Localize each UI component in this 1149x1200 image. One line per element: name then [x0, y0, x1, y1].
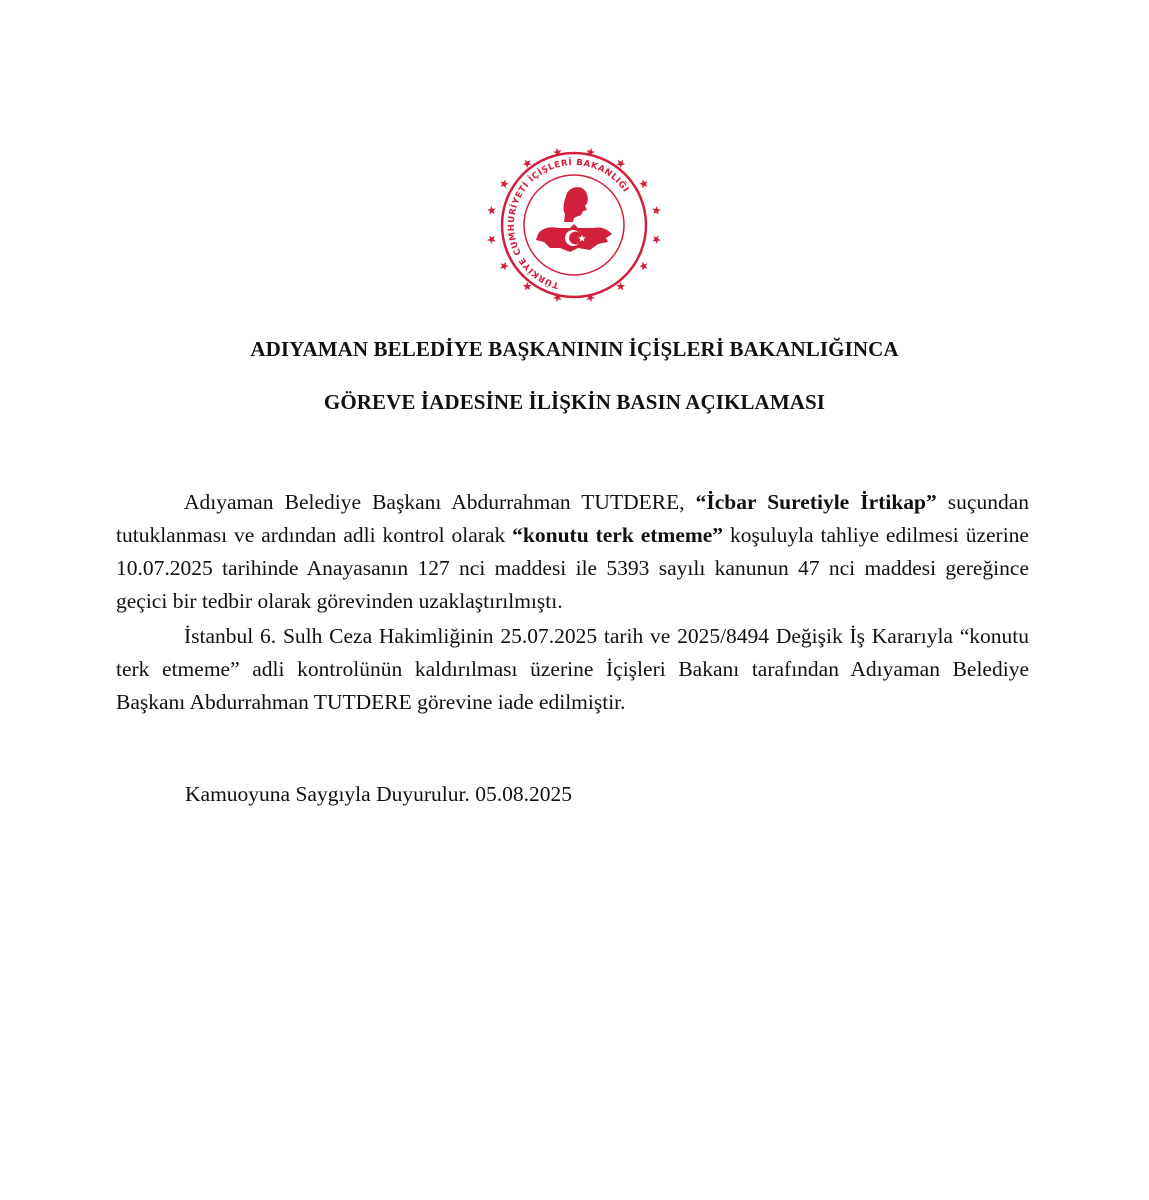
seal-star-icon: [487, 206, 496, 215]
svg-text:TÜRKİYE CUMHURİYETİ İÇİŞLERİ B: [507, 157, 631, 290]
seal-star-icon: [639, 262, 647, 271]
seal-star-icon: [487, 235, 496, 244]
paragraph-1-bold-condition: “konutu terk etmeme”: [512, 523, 724, 547]
closing-line: Kamuoyuna Saygıyla Duyurulur. 05.08.2025: [185, 782, 572, 806]
seal-ring-text: TÜRKİYE CUMHURİYETİ İÇİŞLERİ BAKANLIĞI: [506, 157, 631, 290]
ministry-seal: [478, 148, 670, 302]
seal-star-icon: [652, 206, 661, 215]
page-title-line-1: ADIYAMAN BELEDİYE BAŞKANININ İÇİŞLERİ BAKANLIĞINCA: [250, 337, 899, 361]
page-title-line-2: GÖREVE İADESİNE İLİŞKİN BASIN AÇIKLAMASI: [323, 390, 826, 414]
ministry-seal-emblem: [478, 148, 670, 302]
paragraph-1-text-c: koşuluyla tahliye edilmesi üzerine 10.07.2025 tarihinde Anayasanın 127 nci maddesi ile 5393 sayılı kanunun 47 nci maddesi gereğince geçici bir tedbir olarak görevinden uzaklaştırılmıştı.: [116, 523, 1029, 613]
seal-star-icon: [500, 179, 508, 188]
seal-star-icon: [500, 262, 508, 271]
profile-head-icon: [563, 187, 587, 222]
seal-star-icon: [652, 235, 661, 244]
paragraph-2: İstanbul 6. Sulh Ceza Hakimliğinin 25.07.2025 tarih ve 2025/8494 Değişik İş Kararıyla “konutu terk etmeme” adli kontrolünün kaldırılması üzerine İçişleri Bakanı tarafından Adıyaman Belediye Başkanı Abdurrahman TUTDERE görevine iade edilmiştir.: [116, 624, 1029, 714]
paragraph-1-text-b: suçundan tutuklanması ve ardından adli kontrol olarak: [116, 490, 1030, 547]
paragraph-1-bold-crime: “İcbar Suretiyle İrtikap”: [695, 490, 937, 514]
seal-star-icon: [639, 179, 647, 188]
paragraph-1-text-a: Adıyaman Belediye Başkanı Abdurrahman TUTDERE,: [184, 490, 696, 514]
paragraph-1: [116, 486, 1029, 618]
